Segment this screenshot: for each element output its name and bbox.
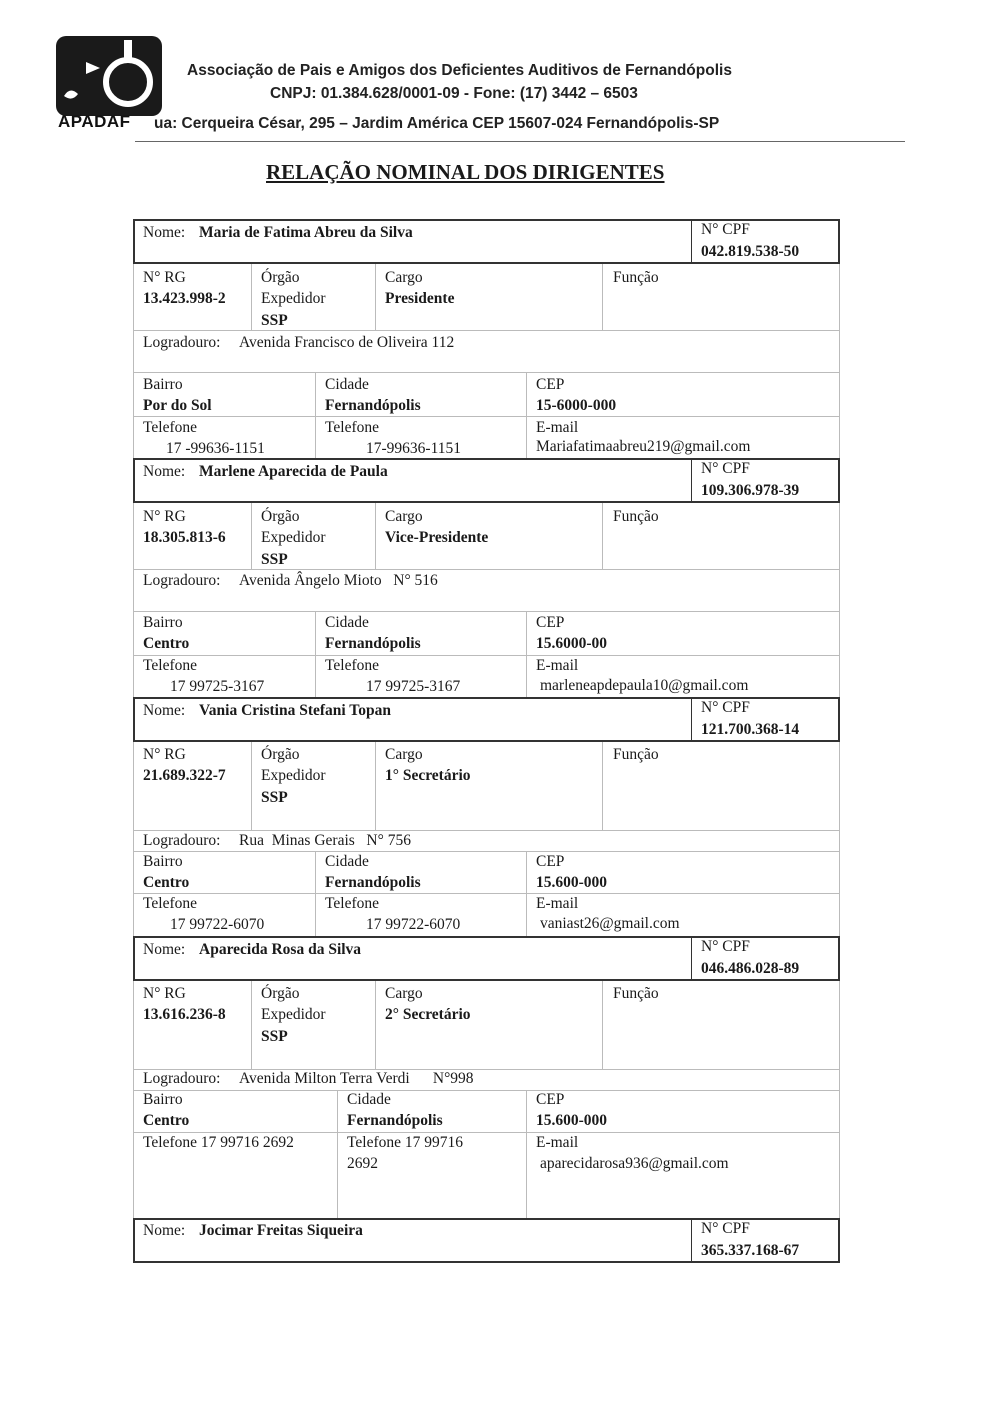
name-label: Nome: [143,1222,186,1239]
telefone2-label: Telefone [325,657,379,674]
cpf-value: 121.700.368-14 [701,721,800,738]
rg-label: N° RG [143,269,186,286]
cidade-label: Cidade [325,853,369,870]
cidade-value: Fernandópolis [325,874,421,891]
name-value: Vania Cristina Stefani Topan [199,702,391,719]
cpf-value: 046.486.028-89 [701,960,800,977]
telefone-label: Telefone [143,895,197,912]
telefone-value: Telefone 17 99716 2692 [143,1134,294,1151]
cpf-label: N° CPF [701,938,750,955]
name-value: Aparecida Rosa da Silva [199,941,362,958]
apadaf-logo [56,36,162,116]
expedidor-label: Expedidor [261,290,326,307]
cidade-value: Fernandópolis [347,1112,443,1129]
name-label: Nome: [143,463,186,480]
orgao-label: Órgão [261,508,300,525]
cidade-label: Cidade [347,1091,391,1108]
cargo-value: 1° Secretário [385,767,471,784]
name-value: Marlene Aparecida de Paula [199,463,388,480]
orgao-label: Órgão [261,985,300,1002]
cidade-label: Cidade [325,376,369,393]
telefone-value: 17 99722-6070 [170,916,265,933]
email-value: aparecidarosa936@gmail.com [540,1155,729,1172]
cpf-value: 365.337.168-67 [701,1242,800,1259]
orgao-value: SSP [261,551,288,568]
cep-label: CEP [536,853,565,870]
cargo-value: Vice-Presidente [385,529,489,546]
telefone2-value: 17 99722-6070 [366,916,461,933]
cep-label: CEP [536,614,565,631]
cidade-value: Fernandópolis [325,397,421,414]
rg-label: N° RG [143,508,186,525]
org-name: Associação de Pais e Amigos dos Deficientes Auditivos de Fernandópolis [187,62,732,79]
bairro-label: Bairro [143,1091,183,1108]
cargo-label: Cargo [385,269,423,286]
cpf-label: N° CPF [701,460,750,477]
email-label: E-mail [536,895,579,912]
expedidor-label: Expedidor [261,1006,326,1023]
telefone-value: 17 -99636-1151 [166,440,265,457]
rg-label: N° RG [143,746,186,763]
bairro-label: Bairro [143,853,183,870]
rg-value: 13.616.236-8 [143,1006,226,1023]
telefone2-value: 17 99725-3167 [366,678,461,695]
telefone2-label: Telefone [325,895,379,912]
cpf-value: 042.819.538-50 [701,243,800,260]
telefone-value: 17 99725-3167 [170,678,265,695]
expedidor-label: Expedidor [261,767,326,784]
orgao-label: Órgão [261,269,300,286]
cep-label: CEP [536,1091,565,1108]
rg-value: 18.305.813-6 [143,529,226,546]
telefone-label: Telefone [143,419,197,436]
cargo-label: Cargo [385,985,423,1002]
email-label: E-mail [536,419,579,436]
funcao-label: Função [613,746,659,763]
funcao-label: Função [613,269,659,286]
funcao-label: Função [613,508,659,525]
cpf-divider [691,938,692,979]
email-label: E-mail [536,657,579,674]
cep-value: 15.600-000 [536,1112,608,1129]
telefone2-value-cont: 2692 [347,1155,378,1172]
cep-value: 15-6000-000 [536,397,617,414]
rg-label: N° RG [143,985,186,1002]
email-value: Mariafatimaabreu219@gmail.com [536,438,751,455]
details-frame [133,264,840,460]
telefone2-value: 17-99636-1151 [366,440,461,457]
cidade-value: Fernandópolis [325,635,421,652]
orgao-value: SSP [261,1028,288,1045]
org-cnpj-phone: CNPJ: 01.384.628/0001-09 - Fone: (17) 3442 – 6503 [270,85,638,102]
cargo-value: Presidente [385,290,455,307]
org-address: ua: Cerqueira César, 295 – Jardim América CEP 15607-024 Fernandópolis-SP [154,115,720,132]
brand-name: APADAF [58,112,131,131]
rg-value: 13.423.998-2 [143,290,226,307]
name-label: Nome: [143,224,186,241]
cep-value: 15.600-000 [536,874,608,891]
document-title: RELAÇÃO NOMINAL DOS DIRIGENTES [266,160,665,184]
logradouro-label: Logradouro: [143,572,221,589]
bairro-value: Centro [143,874,190,891]
logradouro-value: Avenida Ângelo Mioto N° 516 [239,572,438,589]
cep-label: CEP [536,376,565,393]
email-value: vaniast26@gmail.com [540,915,680,932]
logradouro-label: Logradouro: [143,334,221,351]
logradouro-value: Avenida Francisco de Oliveira 112 [239,334,455,351]
bairro-value: Centro [143,1112,190,1129]
orgao-value: SSP [261,312,288,329]
telefone-label: Telefone [143,657,197,674]
bairro-value: Centro [143,635,190,652]
cpf-label: N° CPF [701,221,750,238]
cpf-divider [691,1220,692,1261]
cpf-label: N° CPF [701,1220,750,1237]
cidade-label: Cidade [325,614,369,631]
logradouro-label: Logradouro: [143,1070,221,1087]
email-value: marleneapdepaula10@gmail.com [540,677,749,694]
cpf-divider [691,699,692,740]
funcao-label: Função [613,985,659,1002]
telefone2-value: Telefone 17 99716 [347,1134,463,1151]
header-divider [135,141,905,142]
orgao-label: Órgão [261,746,300,763]
cpf-label: N° CPF [701,699,750,716]
cpf-value: 109.306.978-39 [701,482,800,499]
cep-value: 15.6000-00 [536,635,608,652]
name-label: Nome: [143,702,186,719]
name-label: Nome: [143,941,186,958]
bairro-label: Bairro [143,614,183,631]
cpf-divider [691,221,692,262]
logradouro-value: Rua Minas Gerais N° 756 [239,832,411,849]
email-label: E-mail [536,1134,579,1151]
bairro-label: Bairro [143,376,183,393]
orgao-value: SSP [261,789,288,806]
cargo-value: 2° Secretário [385,1006,471,1023]
logradouro-label: Logradouro: [143,832,221,849]
details-frame [133,981,840,1218]
telefone2-label: Telefone [325,419,379,436]
logradouro-value: Avenida Milton Terra Verdi N°998 [239,1070,474,1087]
rg-value: 21.689.322-7 [143,767,226,784]
bairro-value: Por do Sol [143,397,212,414]
cargo-label: Cargo [385,508,423,525]
cpf-divider [691,460,692,501]
cargo-label: Cargo [385,746,423,763]
name-value: Jocimar Freitas Siqueira [199,1222,363,1239]
expedidor-label: Expedidor [261,529,326,546]
name-value: Maria de Fatima Abreu da Silva [199,224,413,241]
